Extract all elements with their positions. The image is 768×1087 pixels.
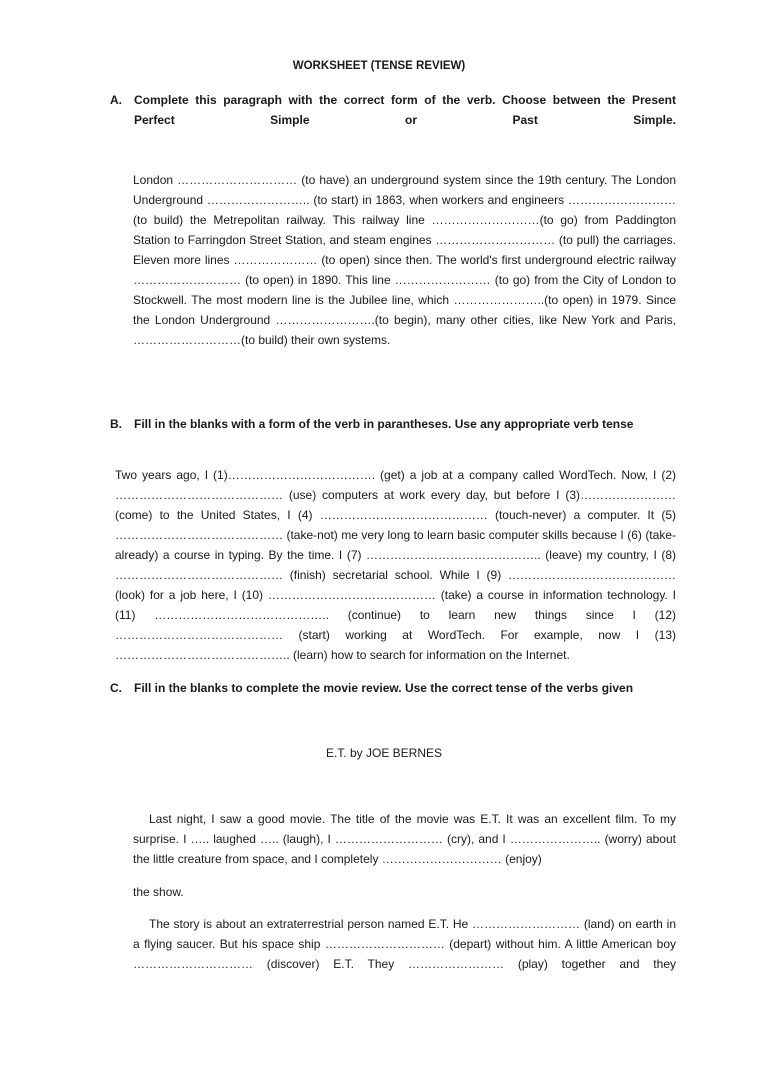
section-a-instruction [110,90,676,130]
section-c-paragraph-1: Last night, I saw a good movie. The title of the movie was E.T. It was an excellent film. To my surprise. I ….. laughed ….. (laugh), I ……………………… (cry), and I ………………….. (worry) about the little creature from space, and I completely ………………………… (enjoy) [133,812,676,866]
section-a-instruction-line2: Perfect Simple or Past Simple. [134,113,676,127]
worksheet-title: WORKSHEET (TENSE REVIEW) [292,60,466,72]
section-c-letter: C. [110,681,122,695]
section-b-letter: B. [110,417,122,431]
section-a-paragraph: London ………………………… (to have) an underground system since the 19th century. The London Underground …………………….. (to start) in 1863, when workers and engineers ……………………… (to build) the Metrepolitan railway. This railway line ………………………(to go) from Paddington Station to Farringdon Street Station, and steam engines ………………………… (to pull) the carriages. Eleven more lines ………………… (to open) since then. The world's first underground electric railway ……………………… (to open) in 1890. This line …………………… (to go) from the City of London to Stockwell. The most modern line is the Jubilee line, which …………………..(to open) in 1979. Since the London Underground …………………….(to begin), many other cities, like New York and Paris, ………………………(to build) their own systems. [133,173,676,347]
section-c-instruction-text: Fill in the blanks to complete the movie review. Use the correct tense of the verbs given [134,681,634,695]
section-c-paragraph-1-end: the show. [133,885,184,899]
section-c-instruction [110,678,676,698]
section-b-instruction [110,414,676,434]
section-c-paragraph-2: The story is about an extraterrestrial person named E.T. He ……………………… (land) on earth in a flying saucer. But his space ship ………………………… (depart) without him. A little American boy ………………………… (discover) E.T. They …………………… (play) together and they [133,917,676,971]
section-b-paragraph: Two years ago, I (1)………………………………. (get) a job at a company called WordTech. Now, I (2) …………………………………… (use) computers at work every day, but before I (3)…………………… (come) to the United States, I (4) …………………………………… (touch-never) a computer. It (5) …………………………………… (take-not) me very long to learn basic computer skills because I (6) (take-already) a course in typing. By the time. I (7) …………………………………….. (leave) my country, I (8) …………………………………… (finish) secretarial school. While I (9) …………………………………… (look) for a job here, I (10) …………………………………… (take) a course in information technology. I (11) …………………………………….. (continue) to learn new things since I (12) …………………………………… (start) working at WordTech. For example, now I (13) …………………………………….. (learn) how to search for information on the Internet. [115,468,676,662]
movie-review-heading: E.T. by JOE BERNES [325,746,443,760]
section-a-instruction-line1: Complete this paragraph with the correct form of the verb. Choose between the Present [134,93,676,107]
section-a-letter: A. [110,93,122,107]
section-b-instruction-text: Fill in the blanks with a form of the verb in parantheses. Use any appropriate verb tense [134,417,634,431]
